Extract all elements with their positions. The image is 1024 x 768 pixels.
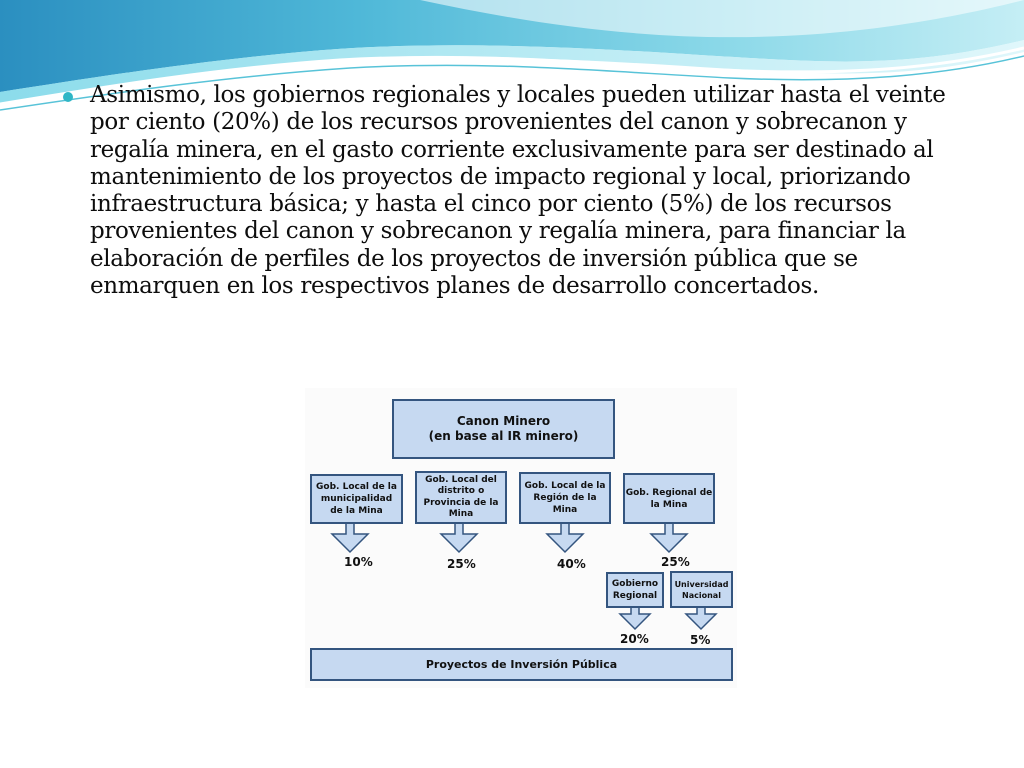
proyectos-box: Proyectos de Inversión Pública — [310, 648, 733, 681]
arrow-down-icon — [441, 523, 477, 552]
arrow-down-icon — [686, 607, 716, 629]
arrow-down-icon — [620, 607, 650, 629]
body-paragraph: Asimismo, los gobiernos regionales y locales pueden utilizar hasta el veinte por ciento (20%) de los recursos provenientes del canon y sobrecanon y regalía minera, en el gasto corriente exclusivamente para ser destinado al mantenimiento de los proyectos de impacto regional y local, priorizando infraestructura básica; y hasta el cinco por ciento (5%) de los recursos provenientes del canon y sobrecanon y regalía minera, para financiar la elaboración de perfiles de los proyectos de inversión pública que se enmarquen en los respectivos planes de desarrollo concertados. — [90, 82, 946, 300]
arrow-down-icon — [332, 523, 368, 552]
sub-branch-box: Gobierno Regional — [606, 572, 664, 608]
percent-label: 25% — [447, 557, 476, 571]
percent-label: 40% — [557, 557, 586, 571]
branch-box: Gob. Local del distrito o Provincia de la Mina — [415, 471, 507, 524]
sub-branch-box: Universidad Nacional — [670, 571, 733, 608]
percent-label: 10% — [344, 555, 373, 569]
percent-label: 5% — [690, 633, 711, 647]
branch-box: Gob. Local de la Región de la Mina — [519, 472, 611, 524]
branch-box: Gob. Regional de la Mina — [623, 473, 715, 524]
percent-label: 20% — [620, 632, 649, 646]
canon-minero-box: Canon Minero (en base al IR minero) — [392, 399, 615, 459]
branch-box: Gob. Local de la municipalidad de la Mina — [310, 474, 403, 524]
arrow-down-icon — [651, 523, 687, 552]
arrow-down-icon — [547, 523, 583, 552]
percent-label: 25% — [661, 555, 690, 569]
